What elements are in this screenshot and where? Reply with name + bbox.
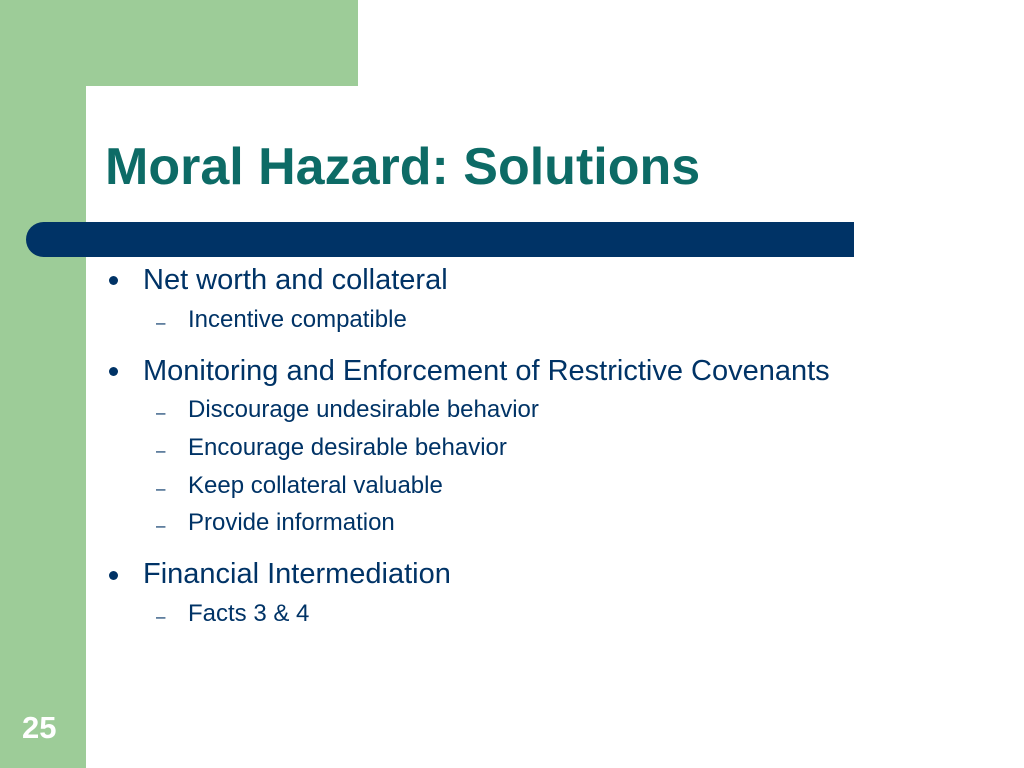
sub-bullet-item: Keep collateral valuable: [188, 472, 443, 499]
bullet-item: Monitoring and Enforcement of Restrictive Covenants: [143, 355, 830, 387]
dash-icon: –: [156, 313, 166, 332]
dash-icon: –: [156, 441, 166, 460]
sub-bullet-item: Provide information: [188, 509, 395, 536]
dash-icon: –: [156, 607, 166, 626]
bullet-item: Financial Intermediation: [143, 558, 451, 590]
bullet-dot-icon: [109, 367, 118, 376]
sub-bullet-item: Incentive compatible: [188, 306, 407, 333]
sub-bullet-item: Facts 3 & 4: [188, 600, 310, 627]
sub-bullet-item: Encourage desirable behavior: [188, 434, 507, 461]
page-number: 25: [22, 710, 57, 745]
dash-icon: –: [156, 403, 166, 422]
sub-bullet-item: Discourage undesirable behavior: [188, 396, 539, 423]
title-underline-bar: [26, 222, 854, 257]
bullet-dot-icon: [109, 571, 118, 580]
green-left-band: [0, 0, 86, 768]
bullet-dot-icon: [109, 276, 118, 285]
bullet-item: Net worth and collateral: [143, 264, 448, 296]
slide-title: Moral Hazard: Solutions: [105, 138, 701, 196]
dash-icon: –: [156, 479, 166, 498]
green-top-band: [0, 0, 358, 86]
dash-icon: –: [156, 516, 166, 535]
